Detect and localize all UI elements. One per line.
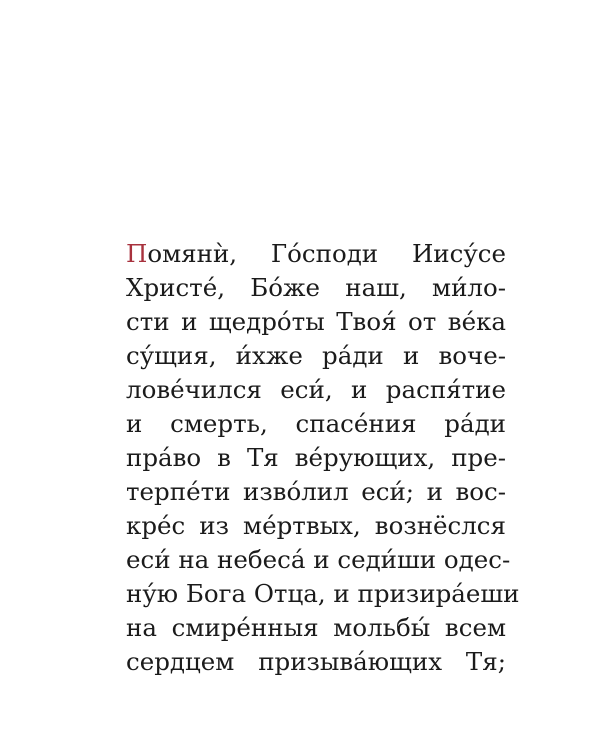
prayer-text <box>126 237 520 679</box>
text-line-9: кре́с из ме́ртвых, вознёслся <box>126 511 506 540</box>
text-line-1 <box>126 237 506 271</box>
first-line-rest: омянѝ, Го́споди Иису́се <box>147 239 506 268</box>
initial-letter: П <box>126 239 148 268</box>
text-line-4: су́щия, и́хже ра́ди и воче- <box>126 341 506 370</box>
text-line-13: сердцем призыва́ющих Тя; <box>126 647 506 676</box>
text-line-10: еси́ на небеса́ и седи́ши одес- <box>126 545 511 574</box>
text-line-3: сти и щедро́ты Твоя́ от ве́ка <box>126 307 506 336</box>
text-line-11: ну́ю Бога Отца, и призира́еши <box>126 579 520 608</box>
text-line-2: Христе́, Бо́же наш, ми́ло- <box>126 273 506 302</box>
text-line-6: и смерть, спасе́ния ра́ди <box>126 409 506 438</box>
text-line-12: на смире́нныя мольбы́ всем <box>126 613 506 642</box>
text-line-7: пра́во в Тя ве́рующих, пре- <box>126 443 506 472</box>
text-line-5: лове́чился еси́, и распя́тие <box>126 375 506 404</box>
text-line-8: терпе́ти изво́лил еси́; и вос- <box>126 477 506 506</box>
